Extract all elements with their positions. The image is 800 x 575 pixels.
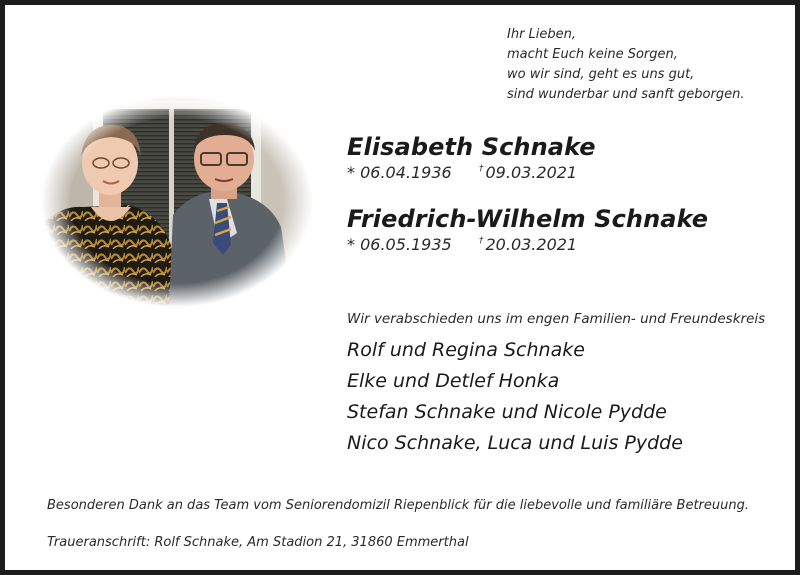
life-dates bbox=[347, 235, 708, 254]
mourners-list bbox=[347, 335, 683, 459]
cross-icon: † bbox=[479, 164, 484, 174]
thanks-text: Besonderen Dank an das Team vom Seniorendomizil Riepenblick für die liebevolle und familiäre Betreuung. bbox=[47, 498, 749, 513]
poem-line: Ihr Lieben, bbox=[507, 27, 577, 42]
poem bbox=[507, 25, 744, 105]
poem-line: sind wunderbar und sanft geborgen. bbox=[507, 87, 745, 102]
deceased-entry-2 bbox=[347, 205, 708, 254]
mourning-address: Traueranschrift: Rolf Schnake, Am Stadion 21, 31860 Emmerthal bbox=[47, 535, 469, 550]
mourner-name: Elke und Detlef Honka bbox=[347, 370, 560, 392]
mourner-name: Rolf und Regina Schnake bbox=[347, 339, 585, 361]
death-date: † 20.03.2021 bbox=[479, 235, 578, 254]
farewell-text: Wir verabschieden uns im engen Familien- und Freundeskreis bbox=[347, 311, 766, 327]
birth-date: * 06.05.1935 bbox=[347, 235, 452, 254]
deceased-entry-1 bbox=[347, 133, 596, 182]
life-dates bbox=[347, 163, 596, 182]
mourner-name: Nico Schnake, Luca und Luis Pydde bbox=[347, 432, 683, 454]
deceased-name: Friedrich-Wilhelm Schnake bbox=[347, 205, 709, 233]
poem-line: wo wir sind, geht es uns gut, bbox=[507, 67, 695, 82]
portrait-photo-icon bbox=[41, 95, 313, 307]
mourner-name: Stefan Schnake und Nicole Pydde bbox=[347, 401, 667, 423]
poem-line: macht Euch keine Sorgen, bbox=[507, 47, 678, 62]
birth-date: * 06.04.1936 bbox=[347, 163, 452, 182]
cross-icon: † bbox=[479, 236, 484, 246]
deceased-name: Elisabeth Schnake bbox=[347, 133, 596, 161]
death-date: † 09.03.2021 bbox=[479, 163, 578, 182]
